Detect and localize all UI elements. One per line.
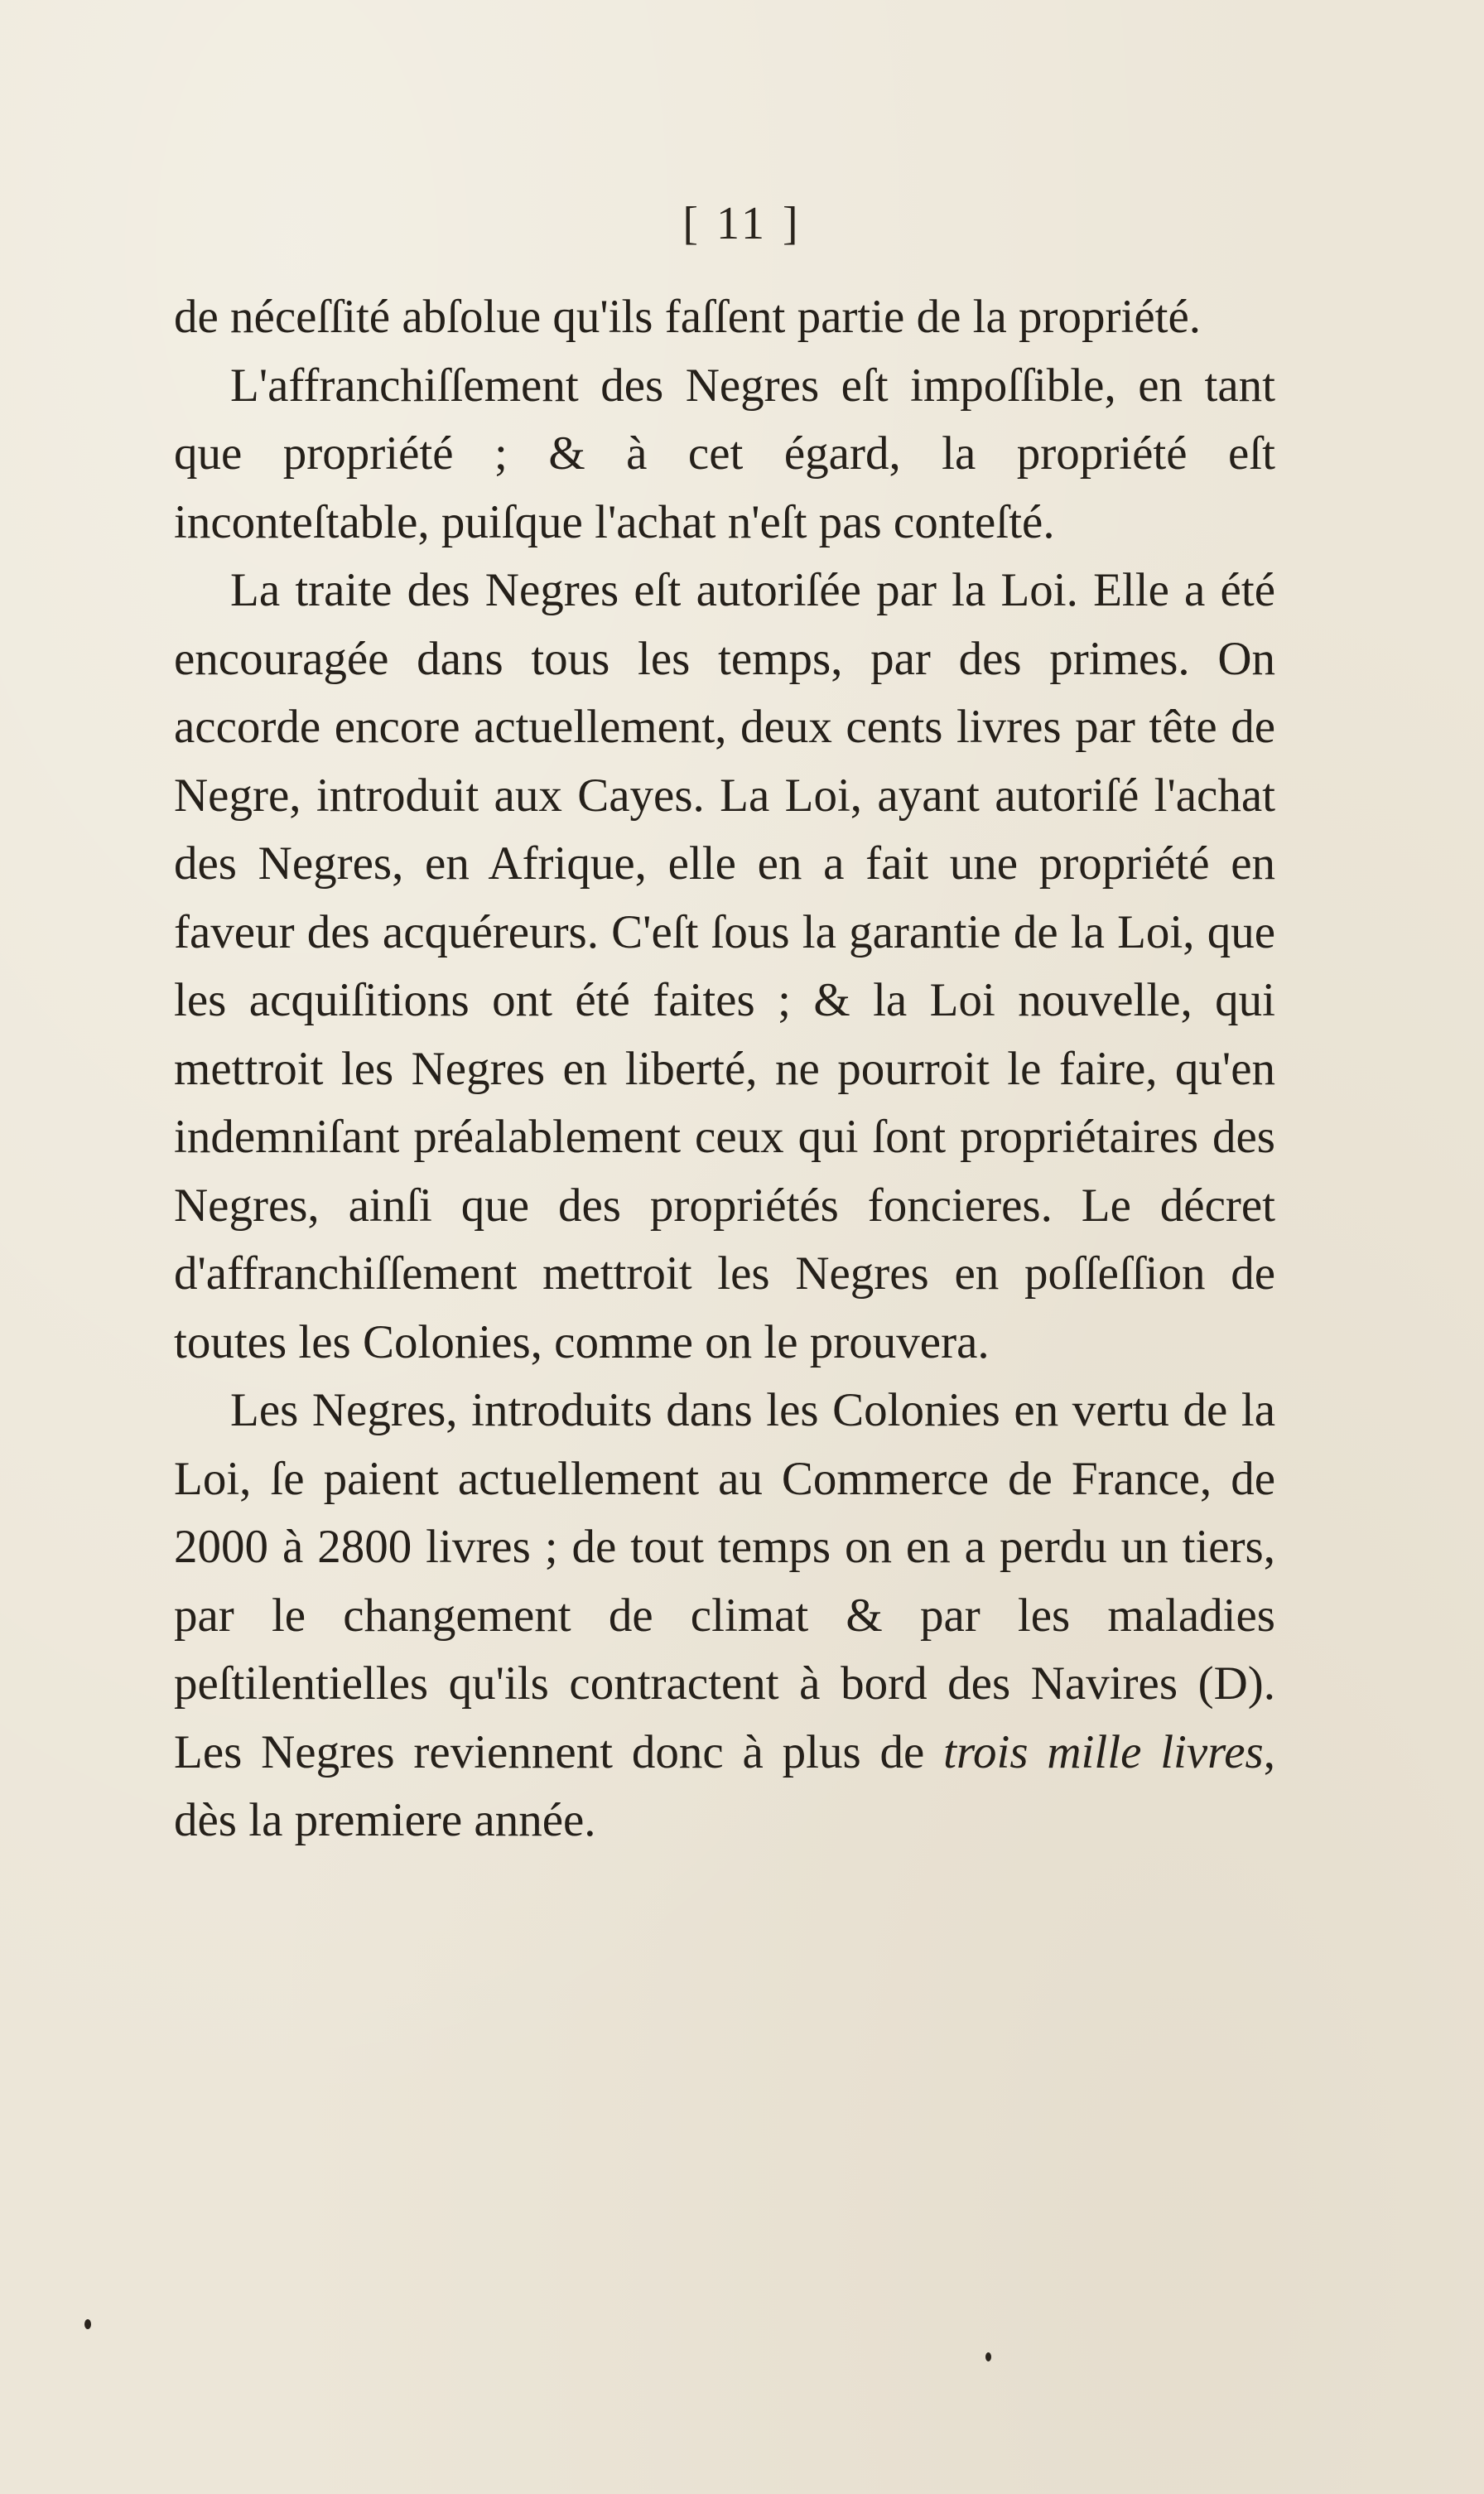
paragraph-2: L'affranchiſſement des Negres eſt impoſſible, en tant que propriété ; & à cet égard, la propriété eſt inconteſtable, puiſque l'achat n'eſt pas conteſté. xyxy=(174,359,1275,548)
paragraph-4-italic: trois mille livres xyxy=(943,1725,1264,1778)
body-text xyxy=(174,283,1275,1855)
ink-fleck xyxy=(985,2352,991,2361)
page-number: [ 11 ] xyxy=(682,198,802,249)
paragraph-4-text: Les Negres, introduits dans les Colonies en vertu de la Loi, ſe paient actuellement au Commerce de France, de 2000 à 2800 livres ; de tout temps on en a perdu un tiers, par le changement de climat & par les maladies peſtilentielles qu'ils contractent à bord des Navires (D). Les Negres reviennent donc à plus de xyxy=(174,1384,1275,1778)
paragraph-1: de néceſſité abſolue qu'ils faſſent partie de la propriété. xyxy=(174,291,1202,343)
paragraph-4-end: , dès la premiere année. xyxy=(174,1725,1275,1846)
paragraph-4 xyxy=(174,1377,1275,1855)
ink-fleck xyxy=(84,2319,91,2329)
paragraph-3: La traite des Negres eſt autoriſée par la Loi. Elle a été encouragée dans tous les temps, par des primes. On accorde encore actuellement, deux cents livres par tête de Negre, introduit aux Cayes. La Loi, ayant autoriſé l'achat des Negres, en Afrique, elle en a fait une propriété en faveur des acquéreurs. C'eſt ſous la garantie de la Loi, que les acquiſitions ont été faites ; & la Loi nouvelle, qui mettroit les Negres en liberté, ne pourroit le faire, qu'en indemniſant préalablement ceux qui ſont propriétaires des Negres, ainſi que des propriétés foncieres. Le décret d'affranchiſſement mettroit les Negres en poſſeſſion de toutes les Colonies, comme on le prouvera. xyxy=(174,564,1275,1368)
